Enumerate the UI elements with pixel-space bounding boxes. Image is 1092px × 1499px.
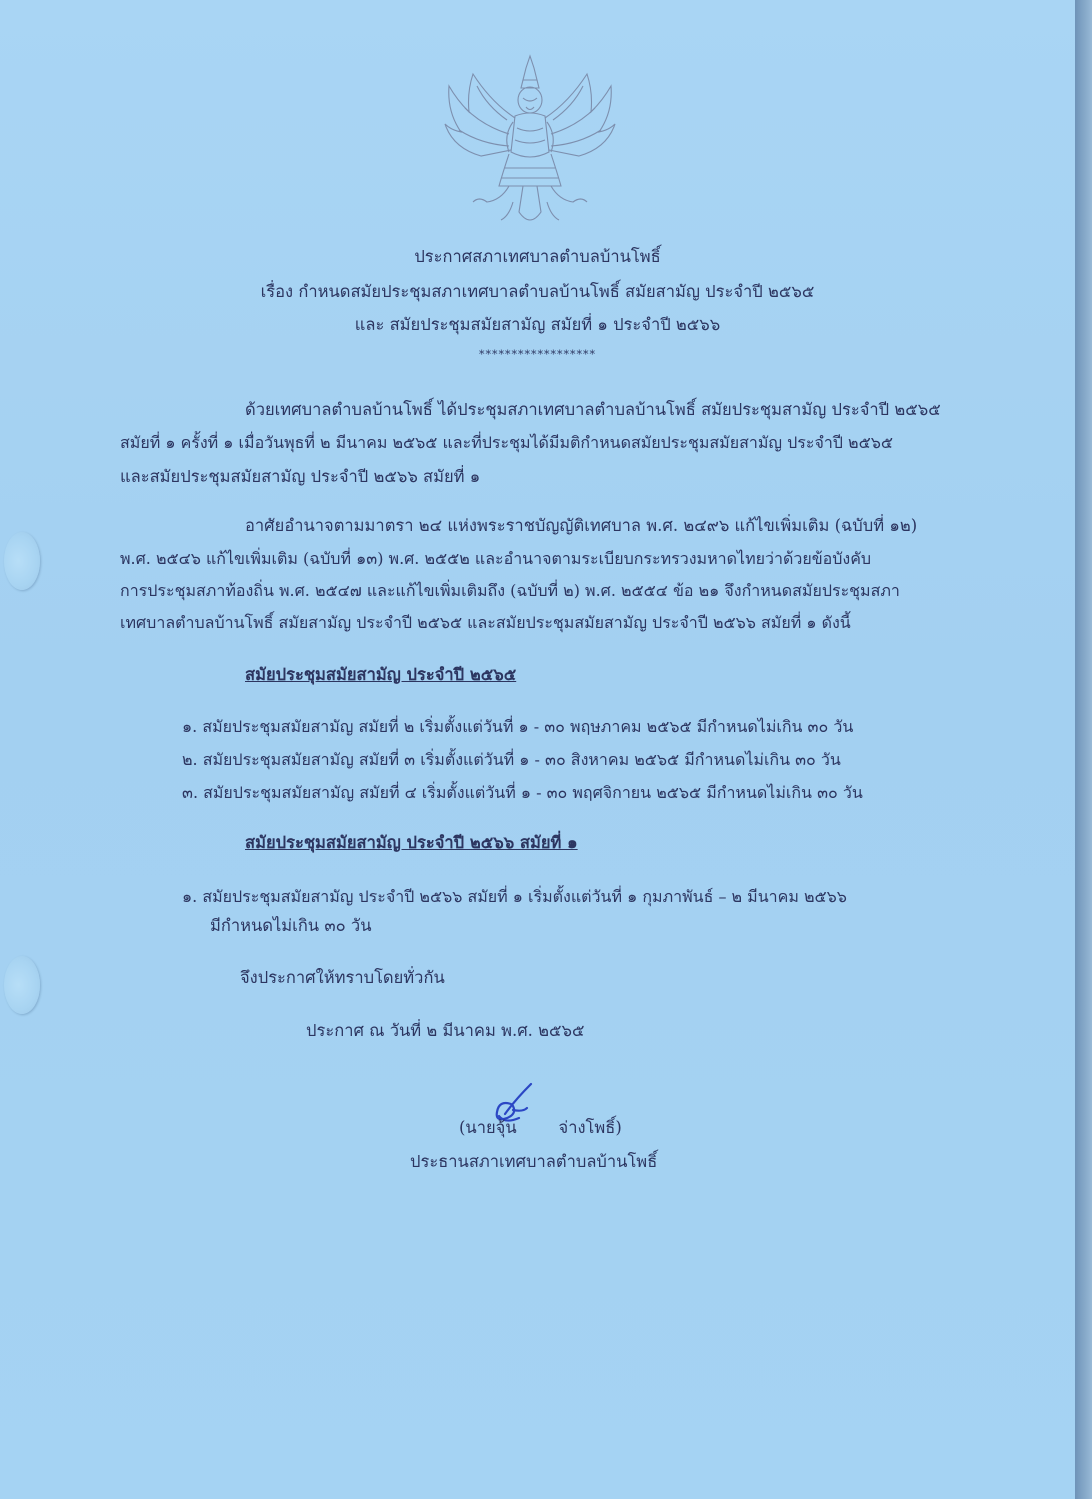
closing-statement: จึงประกาศให้ทราบโดยทั่วกัน	[240, 968, 445, 987]
paragraph-1-line-3: และสมัยประชุมสมัยสามัญ ประจำปี ๒๕๖๖ สมัยที่ ๑	[120, 467, 481, 486]
section-1-item-2: ๒. สมัยประชุมสมัยสามัญ สมัยที่ ๓ เริ่มตั้งแต่วันที่ ๑ - ๓๐ สิงหาคม ๒๕๖๕ มีกำหนดไม่เกิน ๓๐ วัน	[182, 750, 841, 769]
paragraph-2-line-4: เทศบาลตำบลบ้านโพธิ์ สมัยสามัญ ประจำปี ๒๕๖๕ และสมัยประชุมสมัยสามัญ ประจำปี ๒๕๖๖ สมัยที่ ๑ ดังนี้	[120, 613, 851, 632]
signatory-position: ประธานสภาเทศบาลตำบลบ้านโพธิ์	[410, 1152, 658, 1171]
garuda-emblem-icon	[443, 52, 617, 228]
paragraph-1-line-2: สมัยที่ ๑ ครั้งที่ ๑ เมื่อวันพุธที่ ๒ มีนาคม ๒๕๖๕ และที่ประชุมได้มีมติกำหนดสมัยประชุมสมัยสามัญ ประจำปี ๒๕๖๕	[120, 433, 893, 452]
paragraph-2-line-3: การประชุมสภาท้องถิ่น พ.ศ. ๒๕๔๗ และแก้ไขเพิ่มเติมถึง (ฉบับที่ ๒) พ.ศ. ๒๕๕๔ ข้อ ๒๑ จึงกำหนดสมัยประชุมสภา	[120, 581, 900, 600]
announcement-subject-line-1: เรื่อง กำหนดสมัยประชุมสภาเทศบาลตำบลบ้านโพธิ์ สมัยสามัญ ประจำปี ๒๕๖๕	[260, 282, 815, 301]
section-2-item-1-line-1: ๑. สมัยประชุมสมัยสามัญ ประจำปี ๒๕๖๖ สมัยที่ ๑ เริ่มตั้งแต่วันที่ ๑ กุมภาพันธ์ – ๒ มีนาคม ๒๕๖๖	[182, 887, 847, 906]
signatory-name: (นายจุ้น จ่างโพธิ์)	[459, 1118, 622, 1137]
section-2-item-1-line-2: มีกำหนดไม่เกิน ๓๐ วัน	[210, 916, 372, 935]
section-2-heading: สมัยประชุมสมัยสามัญ ประจำปี ๒๕๖๖ สมัยที่ ๑	[245, 833, 578, 852]
page-edge-shadow	[1075, 0, 1092, 1499]
announcement-subject-line-2: และ สมัยประชุมสมัยสามัญ สมัยที่ ๑ ประจำปี ๒๕๖๖	[354, 315, 721, 334]
paragraph-1-line-1: ด้วยเทศบาลตำบลบ้านโพธิ์ ได้ประชุมสภาเทศบาลตำบลบ้านโพธิ์ สมัยประชุมสามัญ ประจำปี ๒๕๖๕	[245, 400, 941, 419]
paragraph-2-line-2: พ.ศ. ๒๕๔๖ แก้ไขเพิ่มเติม (ฉบับที่ ๑๓) พ.ศ. ๒๕๕๒ และอำนาจตามระเบียบกระทรวงมหาดไทยว่าด้วยข้อบังคับ	[120, 549, 872, 568]
section-1-item-3: ๓. สมัยประชุมสมัยสามัญ สมัยที่ ๔ เริ่มตั้งแต่วันที่ ๑ - ๓๐ พฤศจิกายน ๒๕๖๕ มีกำหนดไม่เกิน ๓๐ วัน	[182, 783, 863, 802]
header-separator: ******************	[479, 348, 596, 361]
punch-hole-lower	[4, 956, 40, 1014]
section-1-heading: สมัยประชุมสมัยสามัญ ประจำปี ๒๕๖๕	[245, 665, 517, 684]
announcement-date: ประกาศ ณ วันที่ ๒ มีนาคม พ.ศ. ๒๕๖๕	[306, 1021, 585, 1040]
announcement-title: ประกาศสภาเทศบาลตำบลบ้านโพธิ์	[414, 247, 661, 266]
paragraph-2-line-1: อาศัยอำนาจตามมาตรา ๒๔ แห่งพระราชบัญญัติเทศบาล พ.ศ. ๒๔๙๖ แก้ไขเพิ่มเติม (ฉบับที่ ๑๒)	[245, 516, 918, 535]
section-1-item-1: ๑. สมัยประชุมสมัยสามัญ สมัยที่ ๒ เริ่มตั้งแต่วันที่ ๑ - ๓๐ พฤษภาคม ๒๕๖๕ มีกำหนดไม่เกิน ๓๐ วัน	[182, 717, 854, 736]
punch-hole-upper	[4, 532, 40, 590]
